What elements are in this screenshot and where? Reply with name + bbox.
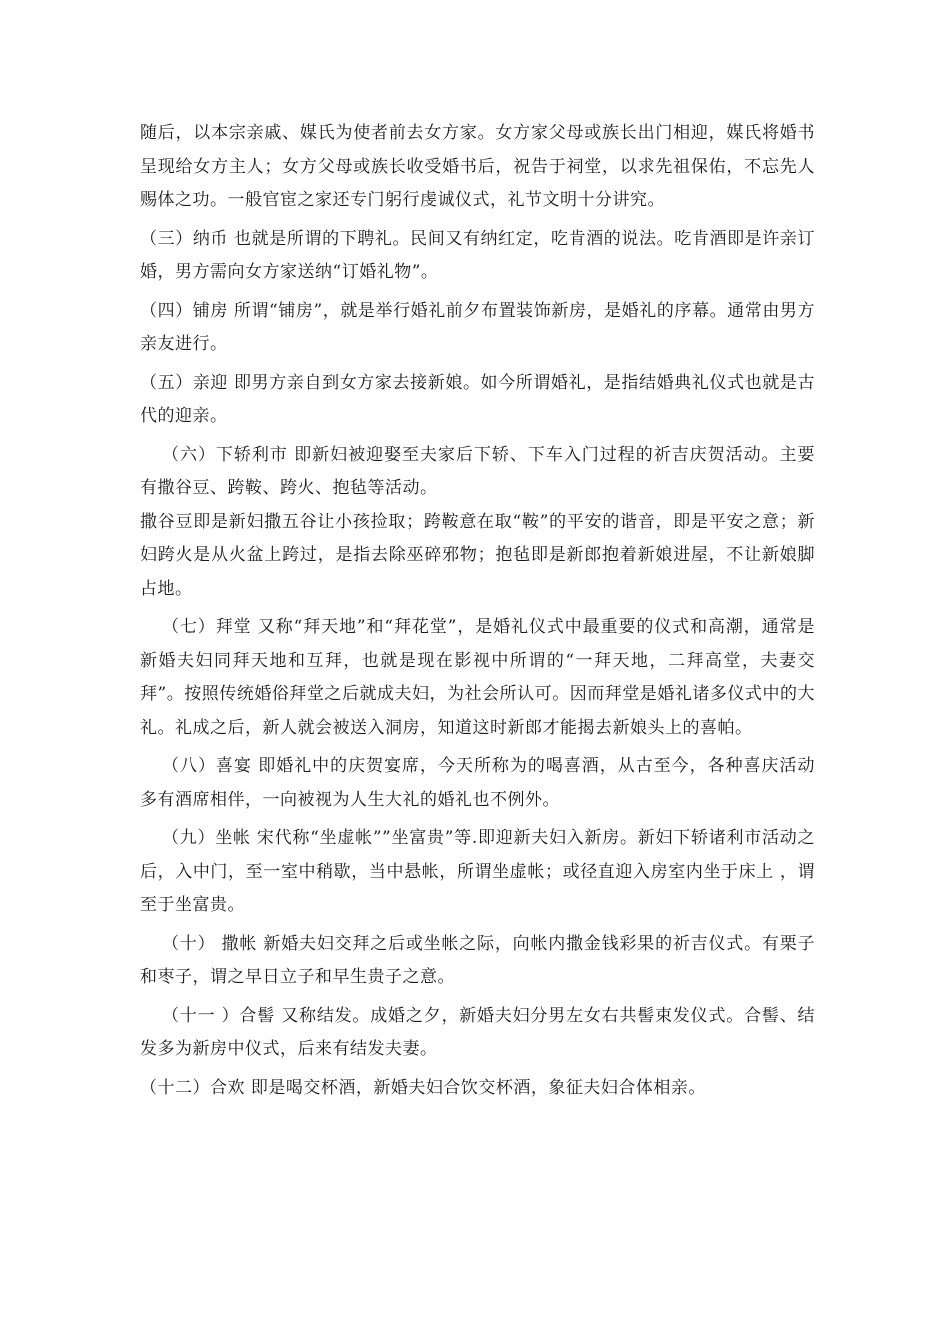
paragraph-xiyan: （八）喜宴 即婚礼中的庆贺宴席，今天所称为的喝喜酒，从古至今，各种喜庆活动多有酒席相伴，一向被视为人生大礼的婚礼也不例外。 xyxy=(140,756,815,810)
paragraph-qinying: （五）亲迎 即男方亲自到女方家去接新娘。如今所谓婚礼，是指结婚典礼仪式也就是古代的迎亲。 xyxy=(140,372,815,426)
paragraph-saguodou: 撒谷豆即是新妇撒五谷让小孩捡取；跨鞍意在取“鞍”的平安的谐音，即是平安之意；新妇跨火是从火盆上跨过，是指去除巫碎邪物；抱毡即是新郎抱着新娘进屋，不让新娘脚占地。 xyxy=(140,511,815,599)
paragraph-hehuan: （十二）合欢 即是喝交杯酒，新婚夫妇合饮交杯酒，象征夫妇合体相亲。 xyxy=(140,1077,706,1098)
paragraph-xiajiao-lishi: （六）下轿利市 即新妇被迎娶至夫家后下轿、下车入门过程的祈吉庆贺活动。主要有撒谷豆、跨鞍、跨火、抱毡等活动。 xyxy=(140,444,815,498)
paragraph-baitang: （七）拜堂 又称“拜天地”和“拜花堂”，是婚礼仪式中最重要的仪式和高潮，通常是新婚夫妇同拜天地和互拜，也就是现在影视中所谓的“一拜天地，二拜高堂，夫妻交拜”。按照传统婚俗拜堂之后就成夫妇，为社会所认可。因而拜堂是婚礼诸多仪式中的大礼。礼成之后，新人就会被送入洞房，知道这时新郎才能揭去新娘头上的喜帕。 xyxy=(140,617,815,738)
paragraph-sazhang: （十） 撒帐 新婚夫妇交拜之后或坐帐之际，向帐内撒金钱彩果的祈吉仪式。有栗子和枣子，谓之早日立子和早生贵子之意。 xyxy=(140,933,815,987)
paragraph-pufang: （四）铺房 所谓“铺房”，就是举行婚礼前夕布置装饰新房，是婚礼的序幕。通常由男方亲友进行。 xyxy=(140,300,815,354)
paragraph-zuozhang: （九）坐帐 宋代称“坐虚帐””坐富贵”等.即迎新夫妇入新房。新妇下轿诸利市活动之后，入中门，至一室中稍歇，当中悬帐，所谓坐虚帐；或径直迎入房室内坐于床上 ，谓至于坐富贵。 xyxy=(140,828,815,915)
paragraph-heji: （十一 ）合髻 又称结发。成婚之夕，新婚夫妇分男左女右共髻束发仪式。合髻、结发多为新房中仪式，后来有结发夫妻。 xyxy=(140,1005,815,1059)
paragraph-nabi: （三）纳币 也就是所谓的下聘礼。民间又有纳红定，吃肯酒的说法。吃肯酒即是许亲订婚，男方需向女方家送纳“订婚礼物”。 xyxy=(140,228,815,282)
document-body xyxy=(140,117,815,1105)
paragraph-intro: 随后，以本宗亲戚、媒氏为使者前去女方家。女方家父母或族长出门相迎，媒氏将婚书呈现给女方主人；女方父母或族长收受婚书后，祝告于祠堂，以求先祖保佑，不忘先人赐体之功。一般官宦之家还专门躬行虔诚仪式，礼节文明十分讲究。 xyxy=(140,123,815,210)
